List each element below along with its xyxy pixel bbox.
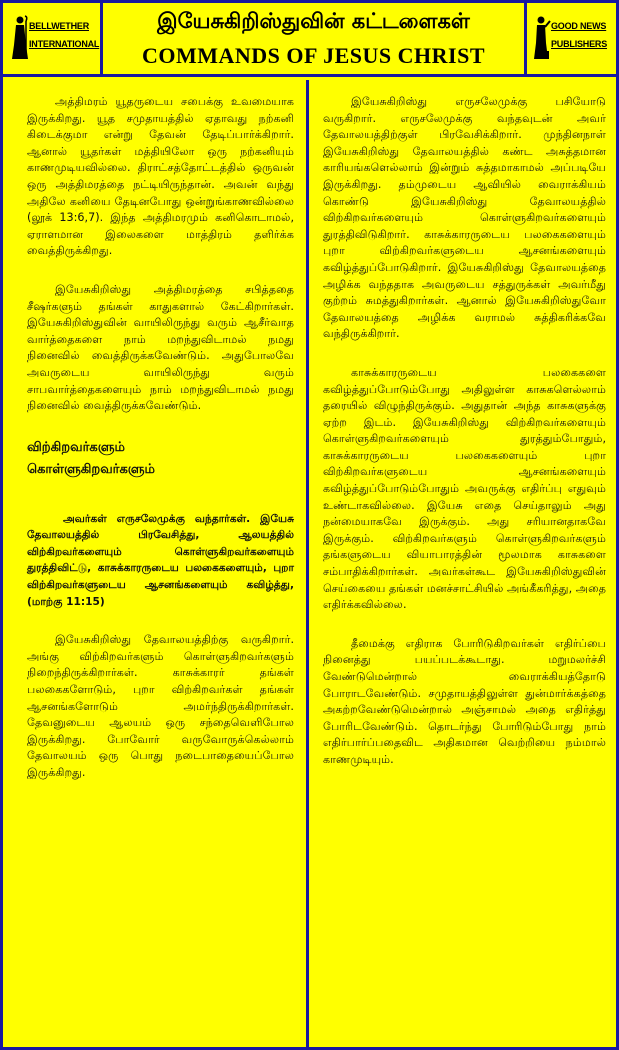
left-paragraph-2: இயேசுகிறிஸ்து அத்திமரத்தை சபித்ததை சீஷர்களும் தங்கள் காதுகளால் கேட்கிறார்கள். இயேசுகிறிஸ்துவின் வாயிலிருந்து வரும் ஆசீர்வாத வார்த்தைகளை நாம் மறந்துவிடாமல் நமது நினைவில் வைத்திருக்கவேண்டும். அதுபோலவே அவருடைய வாயிலிருந்து வரும் சாபவார்த்தைகளையும் நாம் மறந்துவிடாமல் நமது நினைவில் வைத்திருக்கவேண்டும். bbox=[27, 282, 294, 413]
page-title-tamil: இயேசுகிறிஸ்துவின் கட்டளைகள் bbox=[157, 9, 470, 33]
bellwether-logo bbox=[3, 3, 103, 74]
header bbox=[3, 3, 616, 77]
good-news-logo-text: GOOD NEWS PUBLISHERS bbox=[551, 21, 608, 49]
left-paragraph-1: அத்திமரம் யூதருடைய சபைக்கு உவமையாக இருக்கிறது. யூத சமுதாயத்தில் ஏதாவது நற்கனி கிடைக்குமா என்று தேவன் தேடிப்பார்க்கிறார். ஆனால் யூதர்கள் மத்தியிலோ ஒரு நற்கனியும் காணமுடியவில்லை. திராட்சத்தோட்டத்தில் ஒருவன் ஒரு அத்திமரத்தை நட்டியிருந்தான். அவன் வந்து அதிலே கனியை தேடினபோது ஒன்றுங்காணவில்லை (லூக் 13:6,7). இந்த அத்திமரமும் கனிகொடாமல், ஏராளமான இலைகளை மாத்திரம் தளிர்க்க வைத்திருக்கிறது. bbox=[27, 95, 294, 258]
section-heading bbox=[27, 437, 294, 481]
preacher-figure-icon bbox=[533, 15, 551, 61]
title-block bbox=[103, 3, 524, 74]
section-heading-line-1: விற்கிறவர்களும் bbox=[27, 439, 125, 455]
page-title-english: COMMANDS OF JESUS CHRIST bbox=[141, 43, 486, 68]
scripture-quote: அவர்கள் எருசலேமுக்கு வந்தார்கள். இயேசு தேவாலயத்தில் பிரவேசித்து, ஆலயத்தில் விற்கிறவர்களையும் கொள்ளுகிறவர்களையும் துரத்திவிட்டு, காசுக்காரருடைய பலகைகளையும், புறா விற்கிறவர்களுடைய ஆசனங்களையும் கவிழ்த்து, (மாற்கு 11:15) bbox=[27, 512, 294, 608]
left-column bbox=[3, 80, 309, 1047]
right-paragraph-2: காசுக்காரருடைய பலகைகளை கவிழ்த்துப்போடும்போது அதிலுள்ள காசுகளெல்லாம் தரையில் விழுந்திருக்கும். அதுதான் அந்த காசுகளுக்கு ஏற்ற இடம். இயேசுகிறிஸ்து விற்கிறவர்களையும் கொள்ளுகிறவர்களையும் துரத்தும்போதும், காசுக்காரருடைய பலகைகளையும் புறா விற்கிறவர்களுடைய ஆசனங்களையும் கவிழ்த்துப்போடும்போதும் அவருக்கு எதிர்ப்பு எதுவும் உண்டாகவில்லை. இயேசு எதை செய்தாலும் அது நன்மையாகவே இருக்கும். அது சரியானதாகவே இருக்கும். விற்கிறவர்களும் கொள்ளுகிறவர்களும் தங்களுடைய வியாபாரத்தின் மூலமாக காசுகளை சம்பாதிக்கிறார்கள். அவர்கள்கூட இயேசுகிறிஸ்துவின் செய்கையை தங்கள் மனச்சாட்சியில் அங்கீகரித்து, அதை எதிர்க்கவில்லை. bbox=[323, 365, 606, 612]
bellwether-logo-text: BELLWETHER INTERNATIONAL bbox=[29, 21, 100, 49]
right-paragraph-1: இயேசுகிறிஸ்து எருசலேமுக்கு பசியோடு வருகிறார். எருசலேமுக்கு வந்தவுடன் அவர் தேவாலயத்திற்குள் பிரவேசிக்கிறார். முந்தினநாள் இயேசுகிறிஸ்து தேவாலயத்தில் கண்ட அசுத்தமான காரியங்களெல்லாம் இன்றும் சுத்தமாகாமல் அப்படியே இருக்கிறது. தம்முடைய ஆவியில் வைராக்கியம் கொண்டு இயேசுகிறிஸ்து தேவாலயத்தில் விற்கிறவர்களையும் கொள்ளுகிறவர்களையும் துரத்திவிடுகிறார். காசுக்காரருடைய பலகைகளையும் புறா விற்கிறவர்களுடைய ஆசனங்களையும் கவிழ்த்துப்போடுகிறார். இயேசுகிறிஸ்து தேவாலயத்தை அழிக்க வந்ததாக அவருடைய சத்துருக்கள் அவர்மீது குற்றம் சுமத்துகிறார்கள். ஆனால் இயேசுகிறிஸ்துவோ தேவாலயத்தை அழிக்க வராமல் சுத்திகரிக்கவே வந்திருக்கிறார். bbox=[323, 95, 606, 341]
good-news-logo bbox=[524, 3, 616, 74]
right-paragraph-3: தீமைக்கு எதிராக போரிடுகிறவர்கள் எதிர்ப்பை நினைத்து பயப்படக்கூடாது. மறுமலர்ச்சி வேண்டுமென்றால் வைராக்கியத்தோடு போராடவேண்டும். சமுதாயத்திலுள்ள துன்மார்க்கத்தை அகற்றவேண்டுமென்றால் அஞ்சாமல் அதை எதிர்த்து போரிடவேண்டும். தொடர்ந்து போரிடும்போது நாம் எதிர்பார்ப்பதைவிட அதிகமான வெற்றியை நம்மால் காணமுடியும். bbox=[323, 636, 606, 766]
right-column bbox=[309, 80, 616, 1047]
shepherd-figure-icon bbox=[11, 15, 29, 61]
section-heading-line-2: கொள்ளுகிறவர்களும் bbox=[27, 461, 156, 477]
left-paragraph-3: இயேசுகிறிஸ்து தேவாலயத்திற்கு வருகிறார். அங்கு விற்கிறவர்களும் கொள்ளுகிறவர்களும் நிறைந்திருக்கிறார்கள். காசுக்காரர் தங்கள் பலகைகளோடும், புறா விற்கிறவர்கள் தங்கள் ஆசனங்களோடும் அமர்ந்திருக்கிறார்கள். தேவனுடைய ஆலயம் ஒரு சந்தைவெளிபோல இருக்கிறது. போவோர் வருவோருக்கெல்லாம் தேவாலயம் ஒரு பொது நடைபாதையைப்போல இருக்கிறது. bbox=[27, 633, 294, 779]
